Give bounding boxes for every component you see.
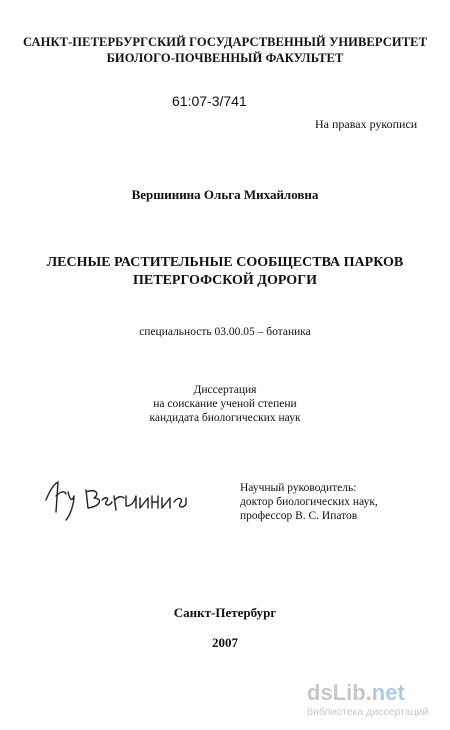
specialty: специальность 03.00.05 – ботаника — [139, 326, 311, 338]
dissertation-line-2: на соискание ученой степени — [153, 398, 297, 410]
advisor-line-3: профессор В. С. Ипатов — [240, 510, 358, 522]
faculty-name: БИОЛОГО-ПОЧВЕННЫЙ ФАКУЛЬТЕТ — [106, 51, 344, 65]
dissertation-line-1: Диссертация — [193, 384, 257, 396]
handwritten-signature — [40, 470, 190, 525]
university-name: САНКТ-ПЕТЕРБУРГСКИЙ ГОСУДАРСТВЕННЫЙ УНИВЕРСИТЕТ — [22, 35, 428, 49]
watermark-logo-ext: .net — [365, 680, 405, 705]
rights-note: На правах рукописи — [315, 117, 418, 131]
watermark — [307, 680, 447, 724]
university-header — [0, 34, 450, 66]
dissertation-title — [0, 254, 450, 290]
catalog-code: 61:07-3/741 — [172, 93, 247, 109]
city: Санкт-Петербург — [173, 605, 277, 620]
year: 2007 — [212, 635, 238, 650]
watermark-logo — [307, 680, 447, 706]
advisor-line-2: доктор биологических наук, — [240, 496, 378, 508]
advisor-line-1: Научный руководитель: — [240, 482, 357, 494]
title-line-1: ЛЕСНЫЕ РАСТИТЕЛЬНЫЕ СООБЩЕСТВА ПАРКОВ — [46, 255, 404, 270]
dissertation-type — [0, 383, 450, 425]
watermark-logo-main: dsLib — [307, 680, 366, 705]
scientific-advisor — [240, 481, 378, 523]
author-name: Вершинина Ольга Михайловна — [131, 187, 319, 202]
title-line-2: ПЕТЕРГОФСКОЙ ДОРОГИ — [133, 273, 317, 288]
watermark-tagline: библиотека диссертаций — [307, 706, 429, 718]
dissertation-line-3: кандидата биологических наук — [149, 412, 301, 424]
